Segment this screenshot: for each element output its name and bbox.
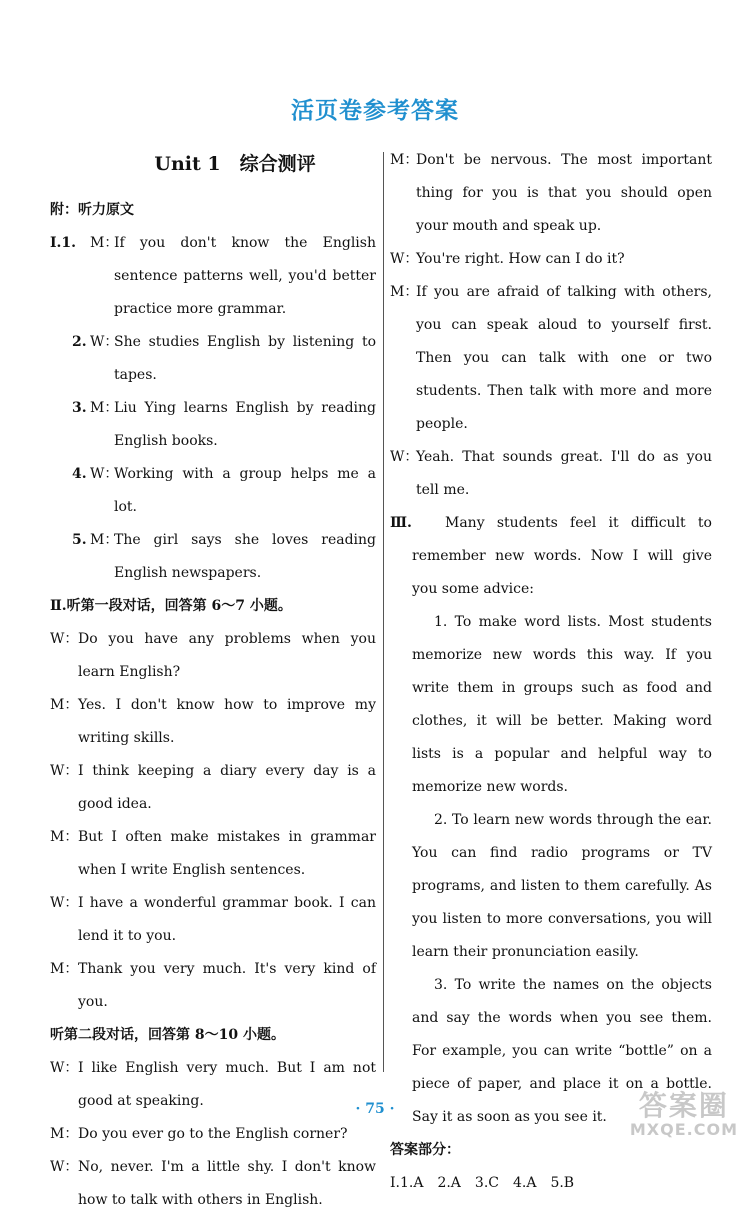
speaker-label: W： xyxy=(390,449,419,465)
speaker-label: W： xyxy=(390,251,419,267)
answers-label: 答案部分： xyxy=(390,1142,460,1158)
dialogue-line xyxy=(50,623,376,689)
speaker-label: W： xyxy=(50,631,79,647)
watermark-text: 答案圈 xyxy=(638,1088,729,1122)
intro-text: Many students feel it difficult to remember new words. Now I will give you some advice: xyxy=(412,515,712,597)
column-divider xyxy=(383,152,384,1072)
speaker-label: M： xyxy=(50,1126,79,1142)
dialogue-text: I like English very much. But I am not good at speaking. xyxy=(78,1060,376,1109)
dialogue-line xyxy=(50,953,376,1019)
speaker-label: W： xyxy=(50,763,79,779)
page-number: · 75 · xyxy=(355,1101,395,1117)
unit-title: Unit 1 综合测评 xyxy=(154,153,316,175)
dialogue-line xyxy=(50,1151,376,1217)
item-number: 3. xyxy=(72,400,87,416)
dialogue-text: But I often make mistakes in grammar when I write English sentences. xyxy=(78,829,376,878)
advice-paragraph: 1. To make word lists. Most students memorize new words this way. If you write them in groups such as food and clothes, it will be better. Making word lists is a popular and helpful way to memorize new words. xyxy=(412,614,712,795)
dialogue-line xyxy=(390,441,712,507)
left-column xyxy=(50,150,376,1217)
dialogue-2-heading: 听第二段对话，回答第 8～10 小题。 xyxy=(50,1027,285,1043)
dialogue-text: You're right. How can I do it? xyxy=(416,251,625,267)
speaker-label: M： xyxy=(50,829,79,845)
advice-paragraph: 3. To write the names on the objects and say the words when you see them. For example, you can write “bottle” on a piece of paper, and place it on a bottle. Say it as soon as you see it. xyxy=(412,977,712,1125)
appendix-label: 附：听力原文 xyxy=(50,202,134,218)
item-text: She studies English by listening to tapes. xyxy=(114,334,376,383)
section-number: Ⅲ. xyxy=(390,515,412,531)
item-text: Liu Ying learns English by reading English books. xyxy=(114,400,376,449)
speaker-label: M： xyxy=(390,284,419,300)
speaker-label: M： xyxy=(50,961,79,977)
dialogue-line xyxy=(390,276,712,441)
dialogue-text: Do you have any problems when you learn English? xyxy=(78,631,376,680)
dialogue-text: I have a wonderful grammar book. I can lend it to you. xyxy=(78,895,376,944)
dialogue-text: No, never. I'm a little shy. I don't know how to talk with others in English. xyxy=(78,1159,376,1208)
answers-line: Ⅰ.1.A 2.A 3.C 4.A 5.B xyxy=(390,1175,575,1191)
speaker-label: W： xyxy=(90,334,119,350)
dialogue-text: Do you ever go to the English corner? xyxy=(78,1126,348,1142)
item-text: Working with a group helps me a lot. xyxy=(114,466,376,515)
speaker-label: M： xyxy=(90,400,119,416)
dialogue-1-heading: Ⅱ.听第一段对话，回答第 6～7 小题。 xyxy=(50,598,292,614)
list-item xyxy=(50,227,376,326)
item-number: 2. xyxy=(72,334,87,350)
advice-paragraph: 2. To learn new words through the ear. You can find radio programs or TV programs, and listen to them carefully. As you listen to more conversations, you will learn their pronunciation easily. xyxy=(412,812,712,960)
item-number: Ⅰ.1. xyxy=(50,235,77,251)
dialogue-text: Yes. I don't know how to improve my writing skills. xyxy=(78,697,376,746)
dialogue-line xyxy=(390,144,712,243)
dialogue-line xyxy=(50,821,376,887)
watermark-logo xyxy=(629,1088,738,1140)
dialogue-line xyxy=(50,1118,376,1151)
speaker-label: M： xyxy=(90,235,119,251)
section-3-intro xyxy=(390,507,712,606)
dialogue-text: Thank you very much. It's very kind of you. xyxy=(78,961,376,1010)
dialogue-line xyxy=(50,755,376,821)
list-item xyxy=(50,524,376,590)
speaker-label: M： xyxy=(50,697,79,713)
dialogue-text: Yeah. That sounds great. I'll do as you tell me. xyxy=(416,449,712,498)
dialogue-line xyxy=(50,887,376,953)
list-item xyxy=(50,458,376,524)
speaker-label: M： xyxy=(90,532,119,548)
speaker-label: W： xyxy=(50,1060,79,1076)
dialogue-text: I think keeping a diary every day is a good idea. xyxy=(78,763,376,812)
dialogue-text: Don't be nervous. The most important thing for you is that you should open your mouth and speak up. xyxy=(416,152,712,234)
item-text: If you don't know the English sentence patterns well, you'd better practice more grammar. xyxy=(114,235,376,317)
speaker-label: W： xyxy=(90,466,119,482)
dialogue-text: If you are afraid of talking with others, you can speak aloud to yourself first. Then you can talk with one or two students. Then talk with more and more people. xyxy=(416,284,712,432)
right-column xyxy=(390,144,712,1200)
speaker-label: W： xyxy=(50,895,79,911)
list-item xyxy=(50,326,376,392)
speaker-label: M： xyxy=(390,152,419,168)
speaker-label: W： xyxy=(50,1159,79,1175)
item-number: 4. xyxy=(72,466,87,482)
item-number: 5. xyxy=(72,532,87,548)
dialogue-line xyxy=(50,689,376,755)
list-item xyxy=(50,392,376,458)
page-title: 活页卷参考答案 xyxy=(291,97,459,124)
item-text: The girl says she loves reading English newspapers. xyxy=(114,532,376,581)
watermark-url: MXQE.COM xyxy=(629,1120,738,1140)
dialogue-line xyxy=(390,243,712,276)
